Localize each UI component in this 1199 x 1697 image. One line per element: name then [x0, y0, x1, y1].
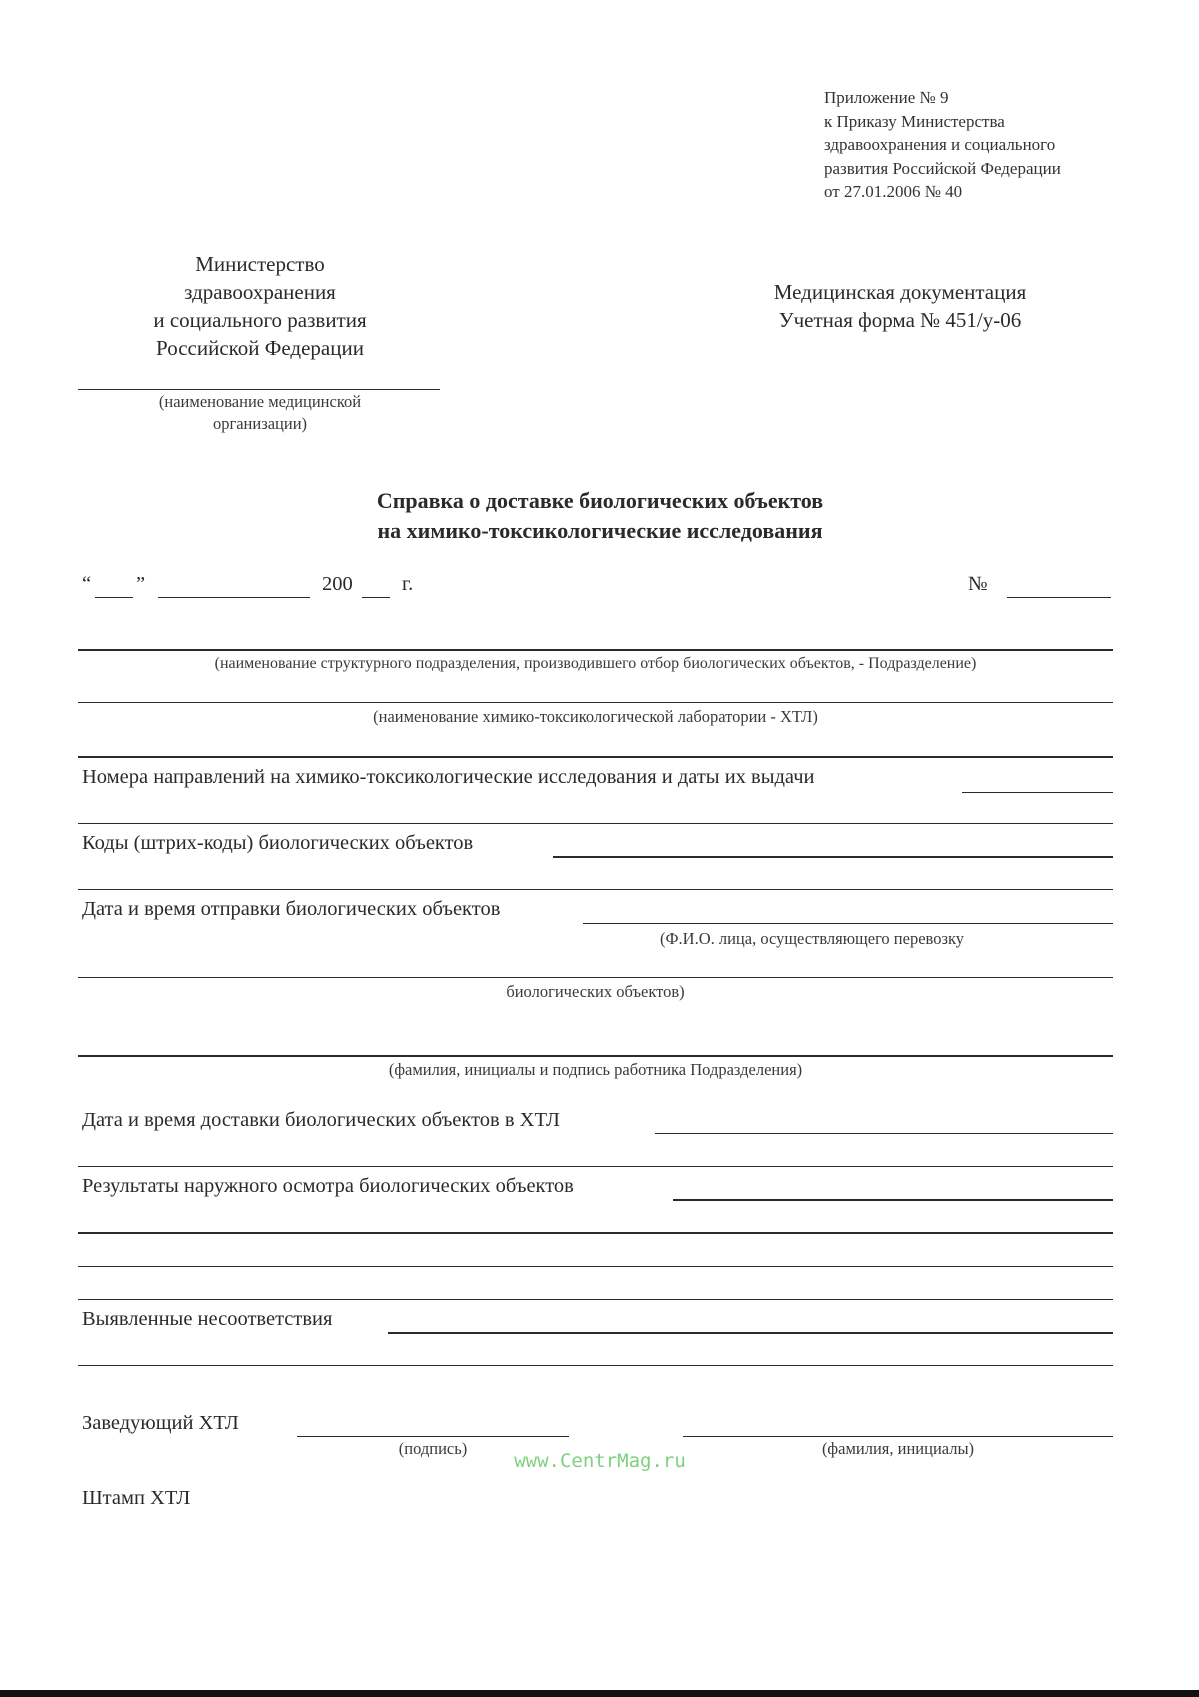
ministry-line: Министерство	[195, 252, 325, 276]
referral-numbers-label: Номера направлений на химико-токсикологические исследования и даты их выдачи	[82, 766, 815, 788]
carrier-name-field[interactable]	[78, 977, 1113, 978]
stamp-label: Штамп ХТЛ	[82, 1487, 191, 1509]
watermark: www.CentrMag.ru	[514, 1450, 686, 1472]
inspection-results-label: Результаты наружного осмотра биологических объектов	[82, 1175, 574, 1197]
ministry-line: и социального развития	[153, 308, 367, 332]
ministry-line: здравоохранения	[184, 280, 336, 304]
subdivision-field[interactable]	[78, 649, 1113, 651]
lab-field[interactable]	[78, 702, 1113, 703]
dispatch-datetime-field[interactable]	[583, 923, 1113, 924]
head-label: Заведующий ХТЛ	[82, 1412, 239, 1434]
employee-field[interactable]	[78, 1055, 1113, 1057]
document-title	[260, 486, 940, 546]
subdivision-caption: (наименование структурного подразделения, производившего отбор биологических объектов, - Подразделение)	[214, 655, 977, 672]
codes-field-cont[interactable]	[78, 889, 1113, 890]
signature-caption: (подпись)	[398, 1439, 468, 1458]
inspection-results-field[interactable]	[673, 1199, 1113, 1201]
inspection-results-field-cont[interactable]	[78, 1232, 1113, 1234]
date-open-quote: “	[82, 573, 92, 595]
org-caption-line: (наименование медицинской	[158, 392, 362, 411]
title-line: на химико-токсикологические исследования	[377, 518, 823, 543]
delivery-datetime-label: Дата и время доставки биологических объектов в ХТЛ	[82, 1109, 560, 1131]
codes-label: Коды (штрих-коды) биологических объектов	[82, 832, 474, 854]
year-prefix: 200	[322, 573, 353, 595]
delivery-datetime-field[interactable]	[655, 1133, 1113, 1134]
lab-caption: (наименование химико-токсикологической лаборатории - ХТЛ)	[373, 707, 818, 726]
number-label: №	[968, 573, 988, 595]
head-name-field[interactable]	[683, 1436, 1113, 1437]
org-caption-line: организации)	[212, 414, 308, 433]
discrepancies-field[interactable]	[388, 1332, 1113, 1334]
date-close-quote: ”	[136, 573, 146, 595]
divider-line	[78, 756, 1113, 758]
carrier-caption-line1: (Ф.И.О. лица, осуществляющего перевозку	[660, 929, 965, 948]
year-field[interactable]	[362, 597, 390, 598]
ministry-line: Российской Федерации	[156, 336, 364, 360]
meddoc-block	[740, 278, 1060, 334]
referral-numbers-field-cont[interactable]	[78, 823, 1113, 824]
annex-line: от 27.01.2006 № 40	[824, 182, 963, 201]
delivery-datetime-field-cont[interactable]	[78, 1166, 1113, 1167]
org-name-caption	[110, 391, 410, 435]
ministry-block	[120, 250, 400, 362]
carrier-caption-line2: биологических объектов)	[506, 982, 685, 1001]
name-initials-caption: (фамилия, инициалы)	[821, 1439, 975, 1458]
month-field[interactable]	[158, 597, 310, 598]
meddoc-form-number: Учетная форма № 451/у-06	[778, 308, 1022, 332]
title-line: Справка о доставке биологических объектов	[376, 488, 824, 513]
discrepancies-label: Выявленные несоответствия	[82, 1308, 333, 1330]
day-field[interactable]	[95, 597, 133, 598]
employee-caption: (фамилия, инициалы и подпись работника Подразделения)	[388, 1060, 803, 1079]
dispatch-datetime-label: Дата и время отправки биологических объектов	[82, 898, 501, 920]
discrepancies-field-cont[interactable]	[78, 1365, 1113, 1366]
annex-line: здравоохранения и социального	[824, 135, 1056, 154]
inspection-results-field-cont[interactable]	[78, 1266, 1113, 1267]
annex-block	[824, 86, 1061, 204]
annex-line: развития Российской Федерации	[824, 158, 1061, 178]
inspection-results-field-cont[interactable]	[78, 1299, 1113, 1300]
bottom-edge-bar	[0, 1690, 1199, 1697]
meddoc-line: Медицинская документация	[773, 280, 1027, 304]
head-signature-field[interactable]	[297, 1436, 569, 1437]
annex-line: к Приказу Министерства	[824, 111, 1005, 131]
year-suffix: г.	[402, 573, 414, 595]
referral-numbers-field[interactable]	[962, 792, 1113, 793]
org-name-field[interactable]	[78, 389, 440, 390]
codes-field[interactable]	[553, 856, 1113, 858]
annex-line: Приложение № 9	[824, 88, 949, 107]
number-field[interactable]	[1007, 597, 1111, 598]
